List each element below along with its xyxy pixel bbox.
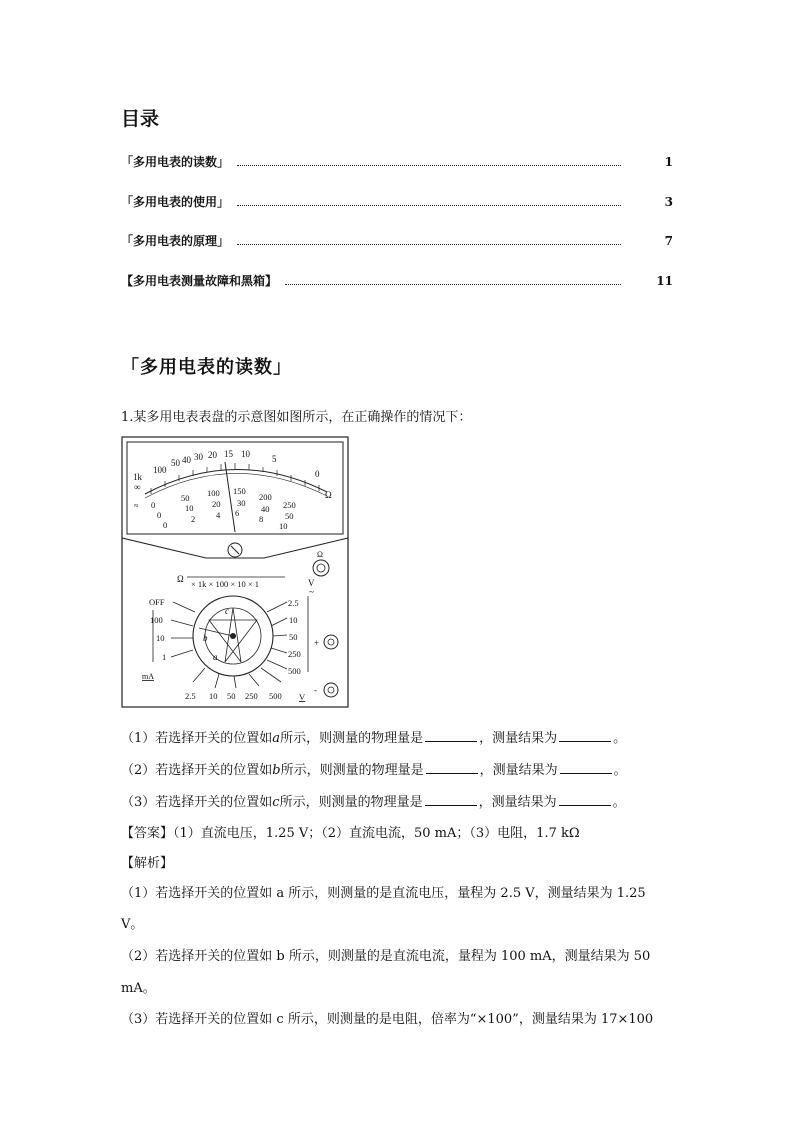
minus-terminal-label: - — [314, 685, 317, 695]
answer-blank[interactable] — [425, 793, 477, 806]
sub-question-number: （2） — [121, 763, 156, 778]
answer-blank[interactable] — [426, 761, 478, 774]
ma-label: mA — [142, 672, 154, 681]
sub-question-text: 若选择开关的位置如 — [155, 763, 273, 778]
bottom-label-500: 500 — [269, 691, 282, 701]
tilde-symbol: ≈ — [134, 501, 139, 510]
toc-entry[interactable] — [121, 232, 673, 249]
toc-leader-dots — [237, 204, 621, 206]
sub-question-number: （1） — [121, 731, 156, 746]
sub-question-end: 。 — [612, 795, 626, 810]
scale-a-label: 50 — [181, 493, 190, 503]
plus-terminal-label: + — [314, 638, 320, 648]
toc-entry[interactable] — [121, 272, 673, 289]
top-ohm-label: Ω — [317, 550, 323, 559]
toc-entry-label: 「多用电表的原理」 — [121, 234, 230, 248]
toc-entry-label: 「多用电表的读数」 — [121, 155, 230, 169]
scale-b-label: 0 — [157, 510, 162, 520]
ohm-scale-label: 20 — [208, 450, 217, 460]
scale-c-label: 4 — [216, 510, 221, 520]
v-ac-tilde: ~ — [309, 587, 314, 597]
left-label-100: 100 — [150, 615, 163, 625]
analysis-line: mA。 — [121, 981, 156, 996]
right-label-500: 500 — [288, 666, 301, 676]
scale-c-label: 6 — [235, 508, 240, 518]
scale-b-label: 20 — [212, 499, 221, 509]
scale-c-label: 0 — [163, 520, 168, 530]
toc-leader-dots — [237, 243, 621, 245]
ohm-scale-label: 100 — [153, 465, 167, 475]
ohm-scale-label: 40 — [182, 455, 191, 465]
bottom-label-50: 50 — [227, 691, 236, 701]
sub-question-text: 所示，则测量的物理量是 — [279, 795, 423, 810]
analysis-line: （1）若选择开关的位置如 a 所示，则测量的是直流电压，量程为 2.5 V，测量结果为 1.25 — [121, 886, 646, 901]
left-label-10: 10 — [156, 633, 165, 643]
bottom-label-250: 250 — [245, 691, 258, 701]
sub-question-text: 若选择开关的位置如 — [155, 795, 273, 810]
pointer-letter-c: c — [225, 606, 229, 616]
toc-leader-dots — [237, 164, 621, 166]
sub-question-text: ，测量结果为 — [479, 763, 558, 778]
scale-b-label: 50 — [285, 511, 294, 521]
analysis-line: （2）若选择开关的位置如 b 所示，则测量的是直流电流，量程为 100 mA，测量结果为 50 — [121, 949, 651, 964]
scale-c-label: 10 — [279, 521, 288, 531]
toc-page-number: 7 — [664, 234, 673, 248]
multimeter-figure — [121, 436, 349, 708]
toc-page-number: 3 — [664, 195, 673, 209]
plus-terminal[interactable] — [324, 635, 338, 649]
scale-a-label: 200 — [259, 492, 272, 502]
scale-b-label: 30 — [237, 498, 246, 508]
left-label-off: OFF — [149, 597, 165, 607]
scale-c-label: 8 — [259, 514, 264, 524]
bottom-label-10: 10 — [209, 691, 218, 701]
toc-entry[interactable] — [121, 153, 673, 170]
answer-line: 【答案】（1）直流电压，1.25 V；（2）直流电流，50 mA；（3）电阻，1.7 kΩ — [121, 826, 580, 841]
infinity-symbol: ∞ — [134, 482, 141, 492]
ohm-range-label: Ω — [177, 574, 184, 584]
ohm-scale-label: 10 — [241, 449, 250, 459]
sub-question-end: 。 — [613, 763, 627, 778]
meter-needle — [225, 462, 235, 532]
answer-blank[interactable] — [560, 761, 612, 774]
ohm-scale-label: 30 — [194, 452, 203, 462]
scale-c-label: 2 — [191, 514, 196, 524]
bottom-label-2-5: 2.5 — [185, 691, 196, 701]
section-title: 「多用电表的读数」 — [121, 357, 292, 378]
ohm-scale-label: 15 — [224, 449, 233, 459]
sub-question — [121, 727, 626, 746]
scale-a-label: 100 — [207, 488, 220, 498]
v-dc-label: V — [299, 692, 306, 702]
mid-scale-b — [157, 498, 294, 521]
sub-question-text: 若选择开关的位置如 — [155, 731, 273, 746]
ohm-scale-label: 1k — [133, 472, 142, 482]
right-label-10: 10 — [289, 615, 298, 625]
scale-a-label: 150 — [233, 486, 246, 496]
answer-blank[interactable] — [559, 729, 611, 742]
toc-title: 目录 — [121, 108, 160, 130]
sub-question — [121, 791, 626, 810]
mid-scale-a — [151, 486, 296, 510]
sub-question — [121, 759, 627, 778]
toc-page-number: 1 — [664, 155, 673, 169]
scale-a-label: 0 — [151, 500, 156, 510]
analysis-line: （3）若选择开关的位置如 c 所示，则测量的是电阻，倍率为“×100”，测量结果为 17×100 — [121, 1012, 654, 1027]
sub-question-end: 。 — [613, 731, 627, 746]
toc-entry[interactable] — [121, 193, 673, 210]
scale-b-label: 40 — [261, 504, 270, 514]
sub-question-text: ，测量结果为 — [478, 795, 557, 810]
answer-blank[interactable] — [559, 793, 611, 806]
sub-question-text: 所示，则测量的物理量是 — [280, 763, 424, 778]
v-ac-label: V — [308, 578, 315, 588]
ohm-adjust-knob[interactable] — [313, 560, 329, 576]
right-label-2-5: 2.5 — [288, 598, 299, 608]
analysis-line: V。 — [121, 917, 144, 932]
ohm-scale-label: 50 — [171, 458, 180, 468]
sub-question-text: 所示，则测量的物理量是 — [280, 731, 424, 746]
question-intro: 1.某多用电表表盘的示意图如图所示，在正确操作的情况下： — [121, 410, 472, 425]
pointer-letter-b: b — [203, 633, 208, 643]
minus-terminal[interactable] — [324, 683, 338, 697]
toc-entry-label: 【多用电表测量故障和黑箱】 — [121, 274, 278, 288]
sub-question-letter: c — [272, 795, 280, 810]
left-label-1: 1 — [162, 652, 167, 662]
toc-page-number: 11 — [656, 274, 673, 288]
scale-a-label: 250 — [283, 500, 296, 510]
ohm-scale-label: 5 — [272, 454, 277, 464]
analysis-label: 【解析】 — [121, 856, 174, 871]
ohm-symbol: Ω — [325, 490, 332, 500]
answer-blank[interactable] — [425, 729, 477, 742]
toc-entry-label: 「多用电表的使用」 — [121, 195, 230, 209]
ohm-ranges: × 1k × 100 × 10 × 1 — [191, 579, 260, 589]
right-label-50: 50 — [289, 632, 298, 642]
toc-leader-dots — [285, 283, 621, 285]
sub-question-number: （3） — [121, 795, 156, 810]
ohm-scale-label: 0 — [315, 469, 320, 479]
scale-b-label: 10 — [185, 503, 194, 513]
sub-question-text: ，测量结果为 — [479, 731, 558, 746]
sub-question-letter: a — [272, 731, 281, 746]
right-label-250: 250 — [288, 649, 301, 659]
sub-question-letter: b — [272, 763, 281, 778]
pointer-letter-a: a — [213, 652, 218, 662]
